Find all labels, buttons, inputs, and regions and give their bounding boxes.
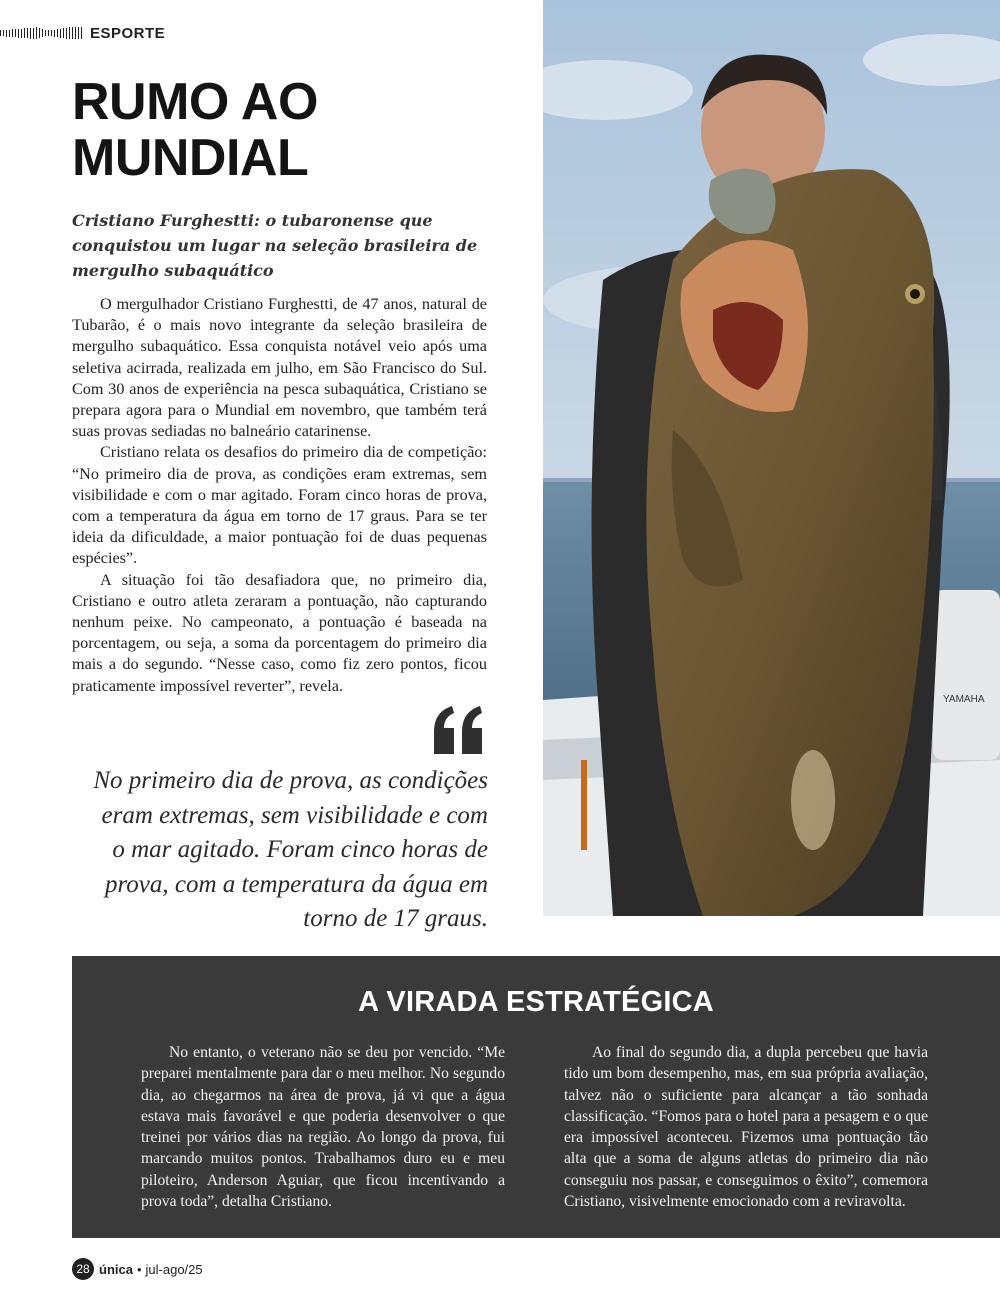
title-line-1: RUMO AO <box>72 73 318 131</box>
article-body <box>72 294 487 697</box>
page-footer <box>72 1258 203 1280</box>
sidebar-box <box>72 956 1000 1238</box>
section-label: ESPORTE <box>90 24 166 42</box>
article-title <box>72 74 492 186</box>
box-title: A VIRADA ESTRATÉGICA <box>358 986 714 1018</box>
body-paragraph: Cristiano relata os desafios do primeiro dia de competição: “No primeiro dia de prova, as condições eram extremas, sem visibilidade e com o mar agitado. Foram cinco horas de prova, com a temperatura da água em torno de 17 graus. Para se ter ideia da dificuldade, a maior pontuação foi de duas pequenas espécies”. <box>72 443 487 568</box>
body-paragraph: O mergulhador Cristiano Furghestti, de 47 anos, natural de Tubarão, é o mais novo integrante da seleção brasileira de mergulho subaquático. Essa conquista notável veio após uma seletiva acirrada, realizada em julho, em São Francisco do Sul. Com 30 anos de experiência na pesca subaquática, Cristiano se prepara agora para o Mundial em novembro, que também terá suas provas sediadas no balneário catarinense. <box>72 295 487 441</box>
box-column-right <box>564 1042 928 1212</box>
barcode-decoration <box>0 27 84 39</box>
boat-brand-text: YAMAHA <box>943 694 985 705</box>
quote-icon <box>428 706 488 754</box>
body-paragraph: A situação foi tão desafiadora que, no primeiro dia, Cristiano e outro atleta zeraram a pontuação, não capturando nenhum peixe. No campeonato, a pontuação é baseada na porcentagem, ou seja, a soma da porcentagem do primeiro dia mais a do segundo. “Nesse caso, como fiz zero pontos, ficou praticamente impossível reverter”, revela. <box>72 570 487 695</box>
article-subtitle: Cristiano Furghestti: o tubaronense que conquistou um lugar na seleção brasileira de mergulho subaquático <box>72 211 478 280</box>
pull-quote: No primeiro dia de prova, as condições eram extremas, sem visibilidade e com o mar agitado. Foram cinco horas de prova, com a temperatura da água em torno de 17 graus. <box>93 767 488 932</box>
publication-name: única <box>99 1261 133 1277</box>
box-column-left <box>141 1042 505 1212</box>
section-tag <box>0 22 165 44</box>
title-line-2: MUNDIAL <box>72 129 309 187</box>
box-paragraph: Ao final do segundo dia, a dupla percebeu que havia tido um bom desempenho, mas, em sua própria avaliação, talvez não o suficiente para alcançar a tão sonhada classificação. “Fomos para o hotel para a pesagem e o que era impossível aconteceu. Fizemos uma pontuação tão alta que a soma de alguns atletas do primeiro dia não conseguiu nos passar, e conseguimos o êxito”, comemora Cristiano, visivelmente emocionado com a reviravolta. <box>564 1044 928 1211</box>
footer-bullet: • <box>136 1261 142 1277</box>
page-number: 28 <box>72 1258 94 1280</box>
photo-diver-with-grouper <box>543 0 1000 916</box>
issue-date: jul-ago/25 <box>145 1261 203 1277</box>
box-paragraph: No entanto, o veterano não se deu por vencido. “Me preparei mentalmente para dar o meu melhor. No segundo dia, ao chegarmos na área de prova, já vi que a água estava mais favorável e que poderia desenvolver o que treinei por vários dias na região. Ao longo da prova, fui marcando muitos pontos. Trabalhamos duro eu e meu piloteiro, Anderson Aguiar, que ficou incentivando a prova toda”, detalha Cristiano. <box>141 1044 505 1211</box>
